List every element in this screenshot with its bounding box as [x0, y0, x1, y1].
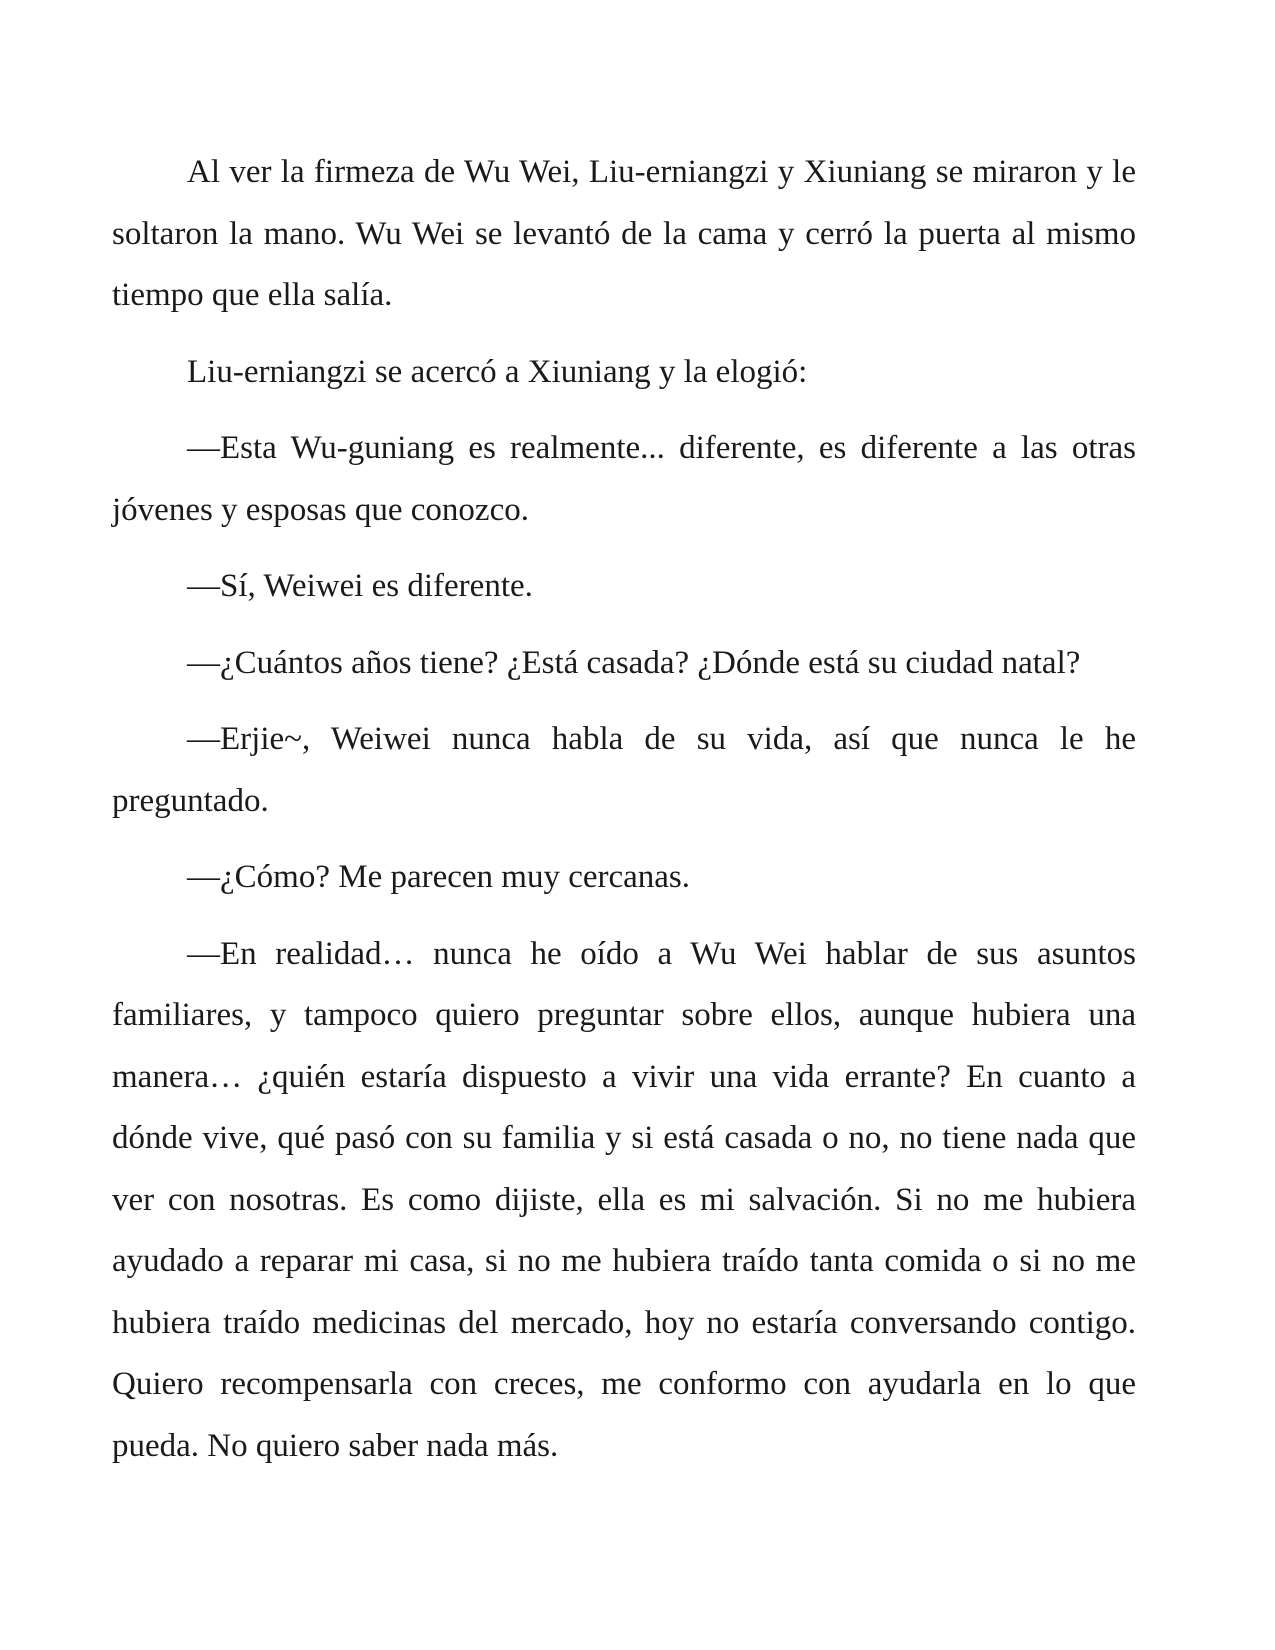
paragraph: —Sí, Weiwei es diferente. [187, 568, 533, 604]
paragraph: —¿Cuántos años tiene? ¿Está casada? ¿Dónde está su ciudad natal? [187, 644, 1081, 681]
paragraph: —Esta Wu-guniang es realmente... diferente, es diferente a las otras jóvenes y esposas que conozco. [112, 430, 1136, 528]
body-text [112, 142, 1136, 1492]
paragraph: —¿Cómo? Me parecen muy cercanas. [187, 859, 691, 895]
paragraph: Al ver la firmeza de Wu Wei, Liu-erniangzi y Xiuniang se miraron y le soltaron la mano. Wu Wei se levantó de la cama y cerró la puerta al mismo tiempo que ella salía. [112, 154, 1136, 313]
paragraph: —En realidad… nunca he oído a Wu Wei hablar de sus asuntos familiares, y tampoco quiero preguntar sobre ellos, aunque hubiera una manera… ¿quién estaría dispuesto a vivir una vida errante? En cuanto a dónde vive, qué pasó con su familia y si está casada o no, no tiene nada que ver con nosotras. Es como dijiste, ella es mi salvación. Si no me hubiera ayudado a reparar mi casa, si no me hubiera traído tanta comida o si no me hubiera traído medicinas del mercado, hoy no estaría conversando contigo. Quiero recompensarla con creces, me conformo con ayudarla en lo que pueda. No quiero saber nada más. [112, 935, 1136, 1464]
paragraph: —Erjie~, Weiwei nunca habla de su vida, así que nunca le he preguntado. [112, 721, 1136, 819]
paragraph: Liu-erniangzi se acercó a Xiuniang y la elogió: [187, 353, 808, 390]
